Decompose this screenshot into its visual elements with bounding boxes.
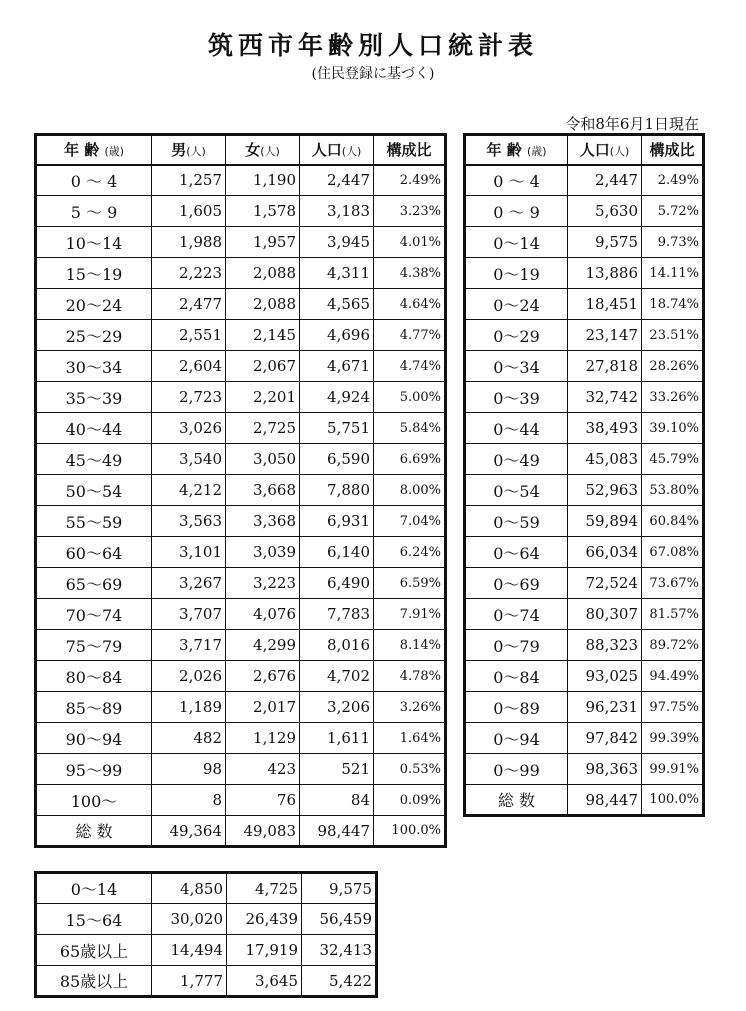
cell-population: 8,016 xyxy=(300,630,374,661)
cell-age: 0～39 xyxy=(465,382,568,413)
cell-population: 9,575 xyxy=(568,227,642,258)
cell-ratio: 81.57% xyxy=(642,599,704,630)
cell-female: 2,088 xyxy=(226,289,300,320)
header-female: 女(人) xyxy=(226,135,300,165)
cell-male: 3,717 xyxy=(152,630,226,661)
cell-population: 2,447 xyxy=(568,165,642,196)
header-ratio: 構成比 xyxy=(374,135,446,165)
cell-female: 4,076 xyxy=(226,599,300,630)
table-row xyxy=(465,196,704,227)
table-row xyxy=(36,413,446,444)
table-row xyxy=(465,785,704,816)
cell-population: 45,083 xyxy=(568,444,642,475)
cell-population: 3,183 xyxy=(300,196,374,227)
cell-age: 0 ～ 9 xyxy=(465,196,568,227)
cell-male: 3,101 xyxy=(152,537,226,568)
table-row xyxy=(465,723,704,754)
cell-population: 98,447 xyxy=(568,785,642,816)
cell-female: 26,439 xyxy=(227,904,302,935)
cell-male: 3,267 xyxy=(152,568,226,599)
cell-population: 521 xyxy=(300,754,374,785)
cell-ratio: 14.11% xyxy=(642,258,704,289)
cell-female: 2,145 xyxy=(226,320,300,351)
cell-ratio: 3.26% xyxy=(374,692,446,723)
cell-female: 4,725 xyxy=(227,873,302,904)
cell-male: 2,551 xyxy=(152,320,226,351)
cell-age: 15～19 xyxy=(36,258,152,289)
cell-population: 18,451 xyxy=(568,289,642,320)
cell-ratio: 39.10% xyxy=(642,413,704,444)
cell-population: 4,311 xyxy=(300,258,374,289)
cell-male: 49,364 xyxy=(152,816,226,847)
cell-population: 5,422 xyxy=(302,966,377,997)
age-population-table xyxy=(34,133,447,848)
cell-ratio: 9.73% xyxy=(642,227,704,258)
cell-male: 3,563 xyxy=(152,506,226,537)
cell-population: 88,323 xyxy=(568,630,642,661)
cell-age: 30～34 xyxy=(36,351,152,382)
cell-female: 2,088 xyxy=(226,258,300,289)
cell-ratio: 4.78% xyxy=(374,661,446,692)
cell-population: 98,363 xyxy=(568,754,642,785)
cell-population: 2,447 xyxy=(300,165,374,196)
cell-male: 4,850 xyxy=(152,873,227,904)
cell-population: 66,034 xyxy=(568,537,642,568)
header-age: 年 齢 (歳) xyxy=(36,135,152,165)
cell-age: 90～94 xyxy=(36,723,152,754)
cell-male: 3,540 xyxy=(152,444,226,475)
cell-ratio: 99.91% xyxy=(642,754,704,785)
table-row xyxy=(36,227,446,258)
cell-male: 2,723 xyxy=(152,382,226,413)
cell-ratio: 4.77% xyxy=(374,320,446,351)
header-population: 人口(人) xyxy=(568,135,642,165)
table-row xyxy=(36,754,446,785)
cell-age: 0～94 xyxy=(465,723,568,754)
cell-age: 35～39 xyxy=(36,382,152,413)
cell-population: 32,742 xyxy=(568,382,642,413)
cell-ratio: 7.04% xyxy=(374,506,446,537)
table-row xyxy=(36,382,446,413)
table-row xyxy=(36,537,446,568)
header-age: 年 齢 (歳) xyxy=(465,135,568,165)
cell-population: 96,231 xyxy=(568,692,642,723)
cell-male: 1,777 xyxy=(152,966,227,997)
cell-female: 76 xyxy=(226,785,300,816)
table-row xyxy=(36,873,377,904)
cell-male: 3,026 xyxy=(152,413,226,444)
cell-age: 0～14 xyxy=(36,873,152,904)
cell-population: 6,931 xyxy=(300,506,374,537)
table-row xyxy=(465,413,704,444)
cell-population: 3,945 xyxy=(300,227,374,258)
cell-age: 65歳以上 xyxy=(36,935,152,966)
cell-age: 85歳以上 xyxy=(36,966,152,997)
cell-age: 0～84 xyxy=(465,661,568,692)
cell-population: 1,611 xyxy=(300,723,374,754)
cell-ratio: 3.23% xyxy=(374,196,446,227)
table-row xyxy=(36,165,446,196)
table-row xyxy=(465,661,704,692)
cell-population: 3,206 xyxy=(300,692,374,723)
table-row xyxy=(36,196,446,227)
cell-age: 0～99 xyxy=(465,754,568,785)
cell-population: 93,025 xyxy=(568,661,642,692)
cell-age: 0 ～ 4 xyxy=(36,165,152,196)
cell-age: 0～49 xyxy=(465,444,568,475)
cell-female: 3,645 xyxy=(227,966,302,997)
cell-population: 80,307 xyxy=(568,599,642,630)
cell-population: 4,696 xyxy=(300,320,374,351)
cell-ratio: 8.14% xyxy=(374,630,446,661)
cell-ratio: 4.38% xyxy=(374,258,446,289)
cell-age: 0～74 xyxy=(465,599,568,630)
cell-male: 1,605 xyxy=(152,196,226,227)
cell-population: 6,590 xyxy=(300,444,374,475)
table-header-row xyxy=(36,135,446,165)
table-row xyxy=(36,816,446,847)
cell-male: 8 xyxy=(152,785,226,816)
cell-ratio: 73.67% xyxy=(642,568,704,599)
cell-population: 72,524 xyxy=(568,568,642,599)
cell-female: 2,067 xyxy=(226,351,300,382)
cell-age: 0～19 xyxy=(465,258,568,289)
cell-male: 30,020 xyxy=(152,904,227,935)
cell-age: 0～69 xyxy=(465,568,568,599)
cell-population: 6,490 xyxy=(300,568,374,599)
cell-female: 1,957 xyxy=(226,227,300,258)
cell-female: 49,083 xyxy=(226,816,300,847)
cell-age: 75～79 xyxy=(36,630,152,661)
cell-population: 6,140 xyxy=(300,537,374,568)
cell-age: 総 数 xyxy=(465,785,568,816)
cell-ratio: 5.84% xyxy=(374,413,446,444)
cell-male: 2,477 xyxy=(152,289,226,320)
cell-female: 3,368 xyxy=(226,506,300,537)
table-row xyxy=(36,258,446,289)
table-row xyxy=(36,692,446,723)
table-row xyxy=(36,289,446,320)
header-population: 人口(人) xyxy=(300,135,374,165)
cell-female: 1,190 xyxy=(226,165,300,196)
table-row xyxy=(465,506,704,537)
cell-population: 32,413 xyxy=(302,935,377,966)
cell-population: 56,459 xyxy=(302,904,377,935)
cell-ratio: 2.49% xyxy=(642,165,704,196)
cell-male: 2,026 xyxy=(152,661,226,692)
cell-age: 95～99 xyxy=(36,754,152,785)
cell-age: 総 数 xyxy=(36,816,152,847)
cell-population: 7,880 xyxy=(300,475,374,506)
cell-ratio: 7.91% xyxy=(374,599,446,630)
table-row xyxy=(465,258,704,289)
cell-age: 0～59 xyxy=(465,506,568,537)
cell-ratio: 6.59% xyxy=(374,568,446,599)
cell-ratio: 33.26% xyxy=(642,382,704,413)
table-row xyxy=(36,506,446,537)
cell-age: 0～24 xyxy=(465,289,568,320)
cell-ratio: 53.80% xyxy=(642,475,704,506)
cell-ratio: 5.00% xyxy=(374,382,446,413)
table-row xyxy=(465,692,704,723)
table-row xyxy=(465,568,704,599)
cell-age: 5 ～ 9 xyxy=(36,196,152,227)
cell-age: 45～49 xyxy=(36,444,152,475)
cell-female: 2,017 xyxy=(226,692,300,723)
header-ratio: 構成比 xyxy=(642,135,704,165)
table-row xyxy=(465,351,704,382)
cell-age: 0～89 xyxy=(465,692,568,723)
table-row xyxy=(465,754,704,785)
cell-male: 1,988 xyxy=(152,227,226,258)
cell-female: 1,129 xyxy=(226,723,300,754)
cell-population: 23,147 xyxy=(568,320,642,351)
cell-ratio: 6.24% xyxy=(374,537,446,568)
table-row xyxy=(36,723,446,754)
cell-population: 13,886 xyxy=(568,258,642,289)
cell-population: 7,783 xyxy=(300,599,374,630)
cell-ratio: 100.0% xyxy=(374,816,446,847)
age-group-summary-table xyxy=(34,871,378,998)
cell-age: 65～69 xyxy=(36,568,152,599)
cell-male: 2,604 xyxy=(152,351,226,382)
table-row xyxy=(36,475,446,506)
table-row xyxy=(36,320,446,351)
cell-population: 4,565 xyxy=(300,289,374,320)
cell-male: 3,707 xyxy=(152,599,226,630)
table-row xyxy=(465,537,704,568)
cell-population: 97,842 xyxy=(568,723,642,754)
cell-age: 50～54 xyxy=(36,475,152,506)
table-row xyxy=(36,904,377,935)
cell-male: 14,494 xyxy=(152,935,227,966)
cell-ratio: 60.84% xyxy=(642,506,704,537)
cell-female: 17,919 xyxy=(227,935,302,966)
cell-age: 0～79 xyxy=(465,630,568,661)
cell-female: 2,725 xyxy=(226,413,300,444)
cell-ratio: 4.74% xyxy=(374,351,446,382)
cell-ratio: 23.51% xyxy=(642,320,704,351)
cell-age: 100～ xyxy=(36,785,152,816)
cell-ratio: 4.64% xyxy=(374,289,446,320)
cell-female: 3,223 xyxy=(226,568,300,599)
cell-population: 4,671 xyxy=(300,351,374,382)
page-title: 筑西市年齢別人口統計表 xyxy=(207,31,538,60)
cell-male: 1,189 xyxy=(152,692,226,723)
cell-population: 5,630 xyxy=(568,196,642,227)
cell-age: 0～29 xyxy=(465,320,568,351)
header-male: 男(人) xyxy=(152,135,226,165)
cell-population: 98,447 xyxy=(300,816,374,847)
cell-male: 1,257 xyxy=(152,165,226,196)
cell-population: 52,963 xyxy=(568,475,642,506)
cell-female: 423 xyxy=(226,754,300,785)
cell-age: 40～44 xyxy=(36,413,152,444)
cell-population: 4,924 xyxy=(300,382,374,413)
cell-ratio: 67.08% xyxy=(642,537,704,568)
table-row xyxy=(36,599,446,630)
table-header-row xyxy=(465,135,704,165)
cell-ratio: 5.72% xyxy=(642,196,704,227)
cell-male: 4,212 xyxy=(152,475,226,506)
cell-population: 84 xyxy=(300,785,374,816)
cell-ratio: 18.74% xyxy=(642,289,704,320)
cell-ratio: 89.72% xyxy=(642,630,704,661)
table-row xyxy=(465,289,704,320)
cell-age: 55～59 xyxy=(36,506,152,537)
cell-female: 3,050 xyxy=(226,444,300,475)
table-row xyxy=(36,351,446,382)
cell-female: 3,668 xyxy=(226,475,300,506)
cell-population: 9,575 xyxy=(302,873,377,904)
cell-ratio: 0.53% xyxy=(374,754,446,785)
cell-age: 85～89 xyxy=(36,692,152,723)
cell-age: 0～14 xyxy=(465,227,568,258)
cell-female: 4,299 xyxy=(226,630,300,661)
cell-female: 3,039 xyxy=(226,537,300,568)
cell-female: 1,578 xyxy=(226,196,300,227)
cell-age: 0～64 xyxy=(465,537,568,568)
table-row xyxy=(465,227,704,258)
cell-ratio: 45.79% xyxy=(642,444,704,475)
cell-age: 0～34 xyxy=(465,351,568,382)
table-row xyxy=(36,966,377,997)
cell-ratio: 1.64% xyxy=(374,723,446,754)
cell-ratio: 6.69% xyxy=(374,444,446,475)
cell-population: 4,702 xyxy=(300,661,374,692)
cell-ratio: 0.09% xyxy=(374,785,446,816)
page-subtitle: (住民登録に基づく) xyxy=(311,66,435,82)
cell-age: 60～64 xyxy=(36,537,152,568)
cell-ratio: 99.39% xyxy=(642,723,704,754)
cell-age: 70～74 xyxy=(36,599,152,630)
table-row xyxy=(36,630,446,661)
cell-male: 2,223 xyxy=(152,258,226,289)
table-row xyxy=(465,444,704,475)
cell-age: 25～29 xyxy=(36,320,152,351)
cell-ratio: 28.26% xyxy=(642,351,704,382)
table-row xyxy=(36,785,446,816)
cell-ratio: 100.0% xyxy=(642,785,704,816)
cell-age: 0～54 xyxy=(465,475,568,506)
table-row xyxy=(36,568,446,599)
cell-age: 0 ～ 4 xyxy=(465,165,568,196)
table-row xyxy=(465,475,704,506)
cell-male: 482 xyxy=(152,723,226,754)
table-row xyxy=(465,599,704,630)
as-of-date: 令和8年6月1日現在 xyxy=(565,115,699,133)
table-row xyxy=(36,935,377,966)
cell-population: 59,894 xyxy=(568,506,642,537)
table-row xyxy=(36,444,446,475)
table-row xyxy=(465,320,704,351)
table-row xyxy=(465,165,704,196)
cell-age: 80～84 xyxy=(36,661,152,692)
cell-age: 10～14 xyxy=(36,227,152,258)
cell-ratio: 94.49% xyxy=(642,661,704,692)
table-row xyxy=(465,630,704,661)
cell-male: 98 xyxy=(152,754,226,785)
cell-ratio: 2.49% xyxy=(374,165,446,196)
table-row xyxy=(36,661,446,692)
cell-population: 38,493 xyxy=(568,413,642,444)
cell-ratio: 97.75% xyxy=(642,692,704,723)
cell-population: 27,818 xyxy=(568,351,642,382)
cell-ratio: 8.00% xyxy=(374,475,446,506)
cell-population: 5,751 xyxy=(300,413,374,444)
cell-age: 15～64 xyxy=(36,904,152,935)
cumulative-population-table xyxy=(463,133,705,817)
table-row xyxy=(465,382,704,413)
cell-female: 2,676 xyxy=(226,661,300,692)
cell-age: 0～44 xyxy=(465,413,568,444)
cell-female: 2,201 xyxy=(226,382,300,413)
cell-ratio: 4.01% xyxy=(374,227,446,258)
cell-age: 20～24 xyxy=(36,289,152,320)
